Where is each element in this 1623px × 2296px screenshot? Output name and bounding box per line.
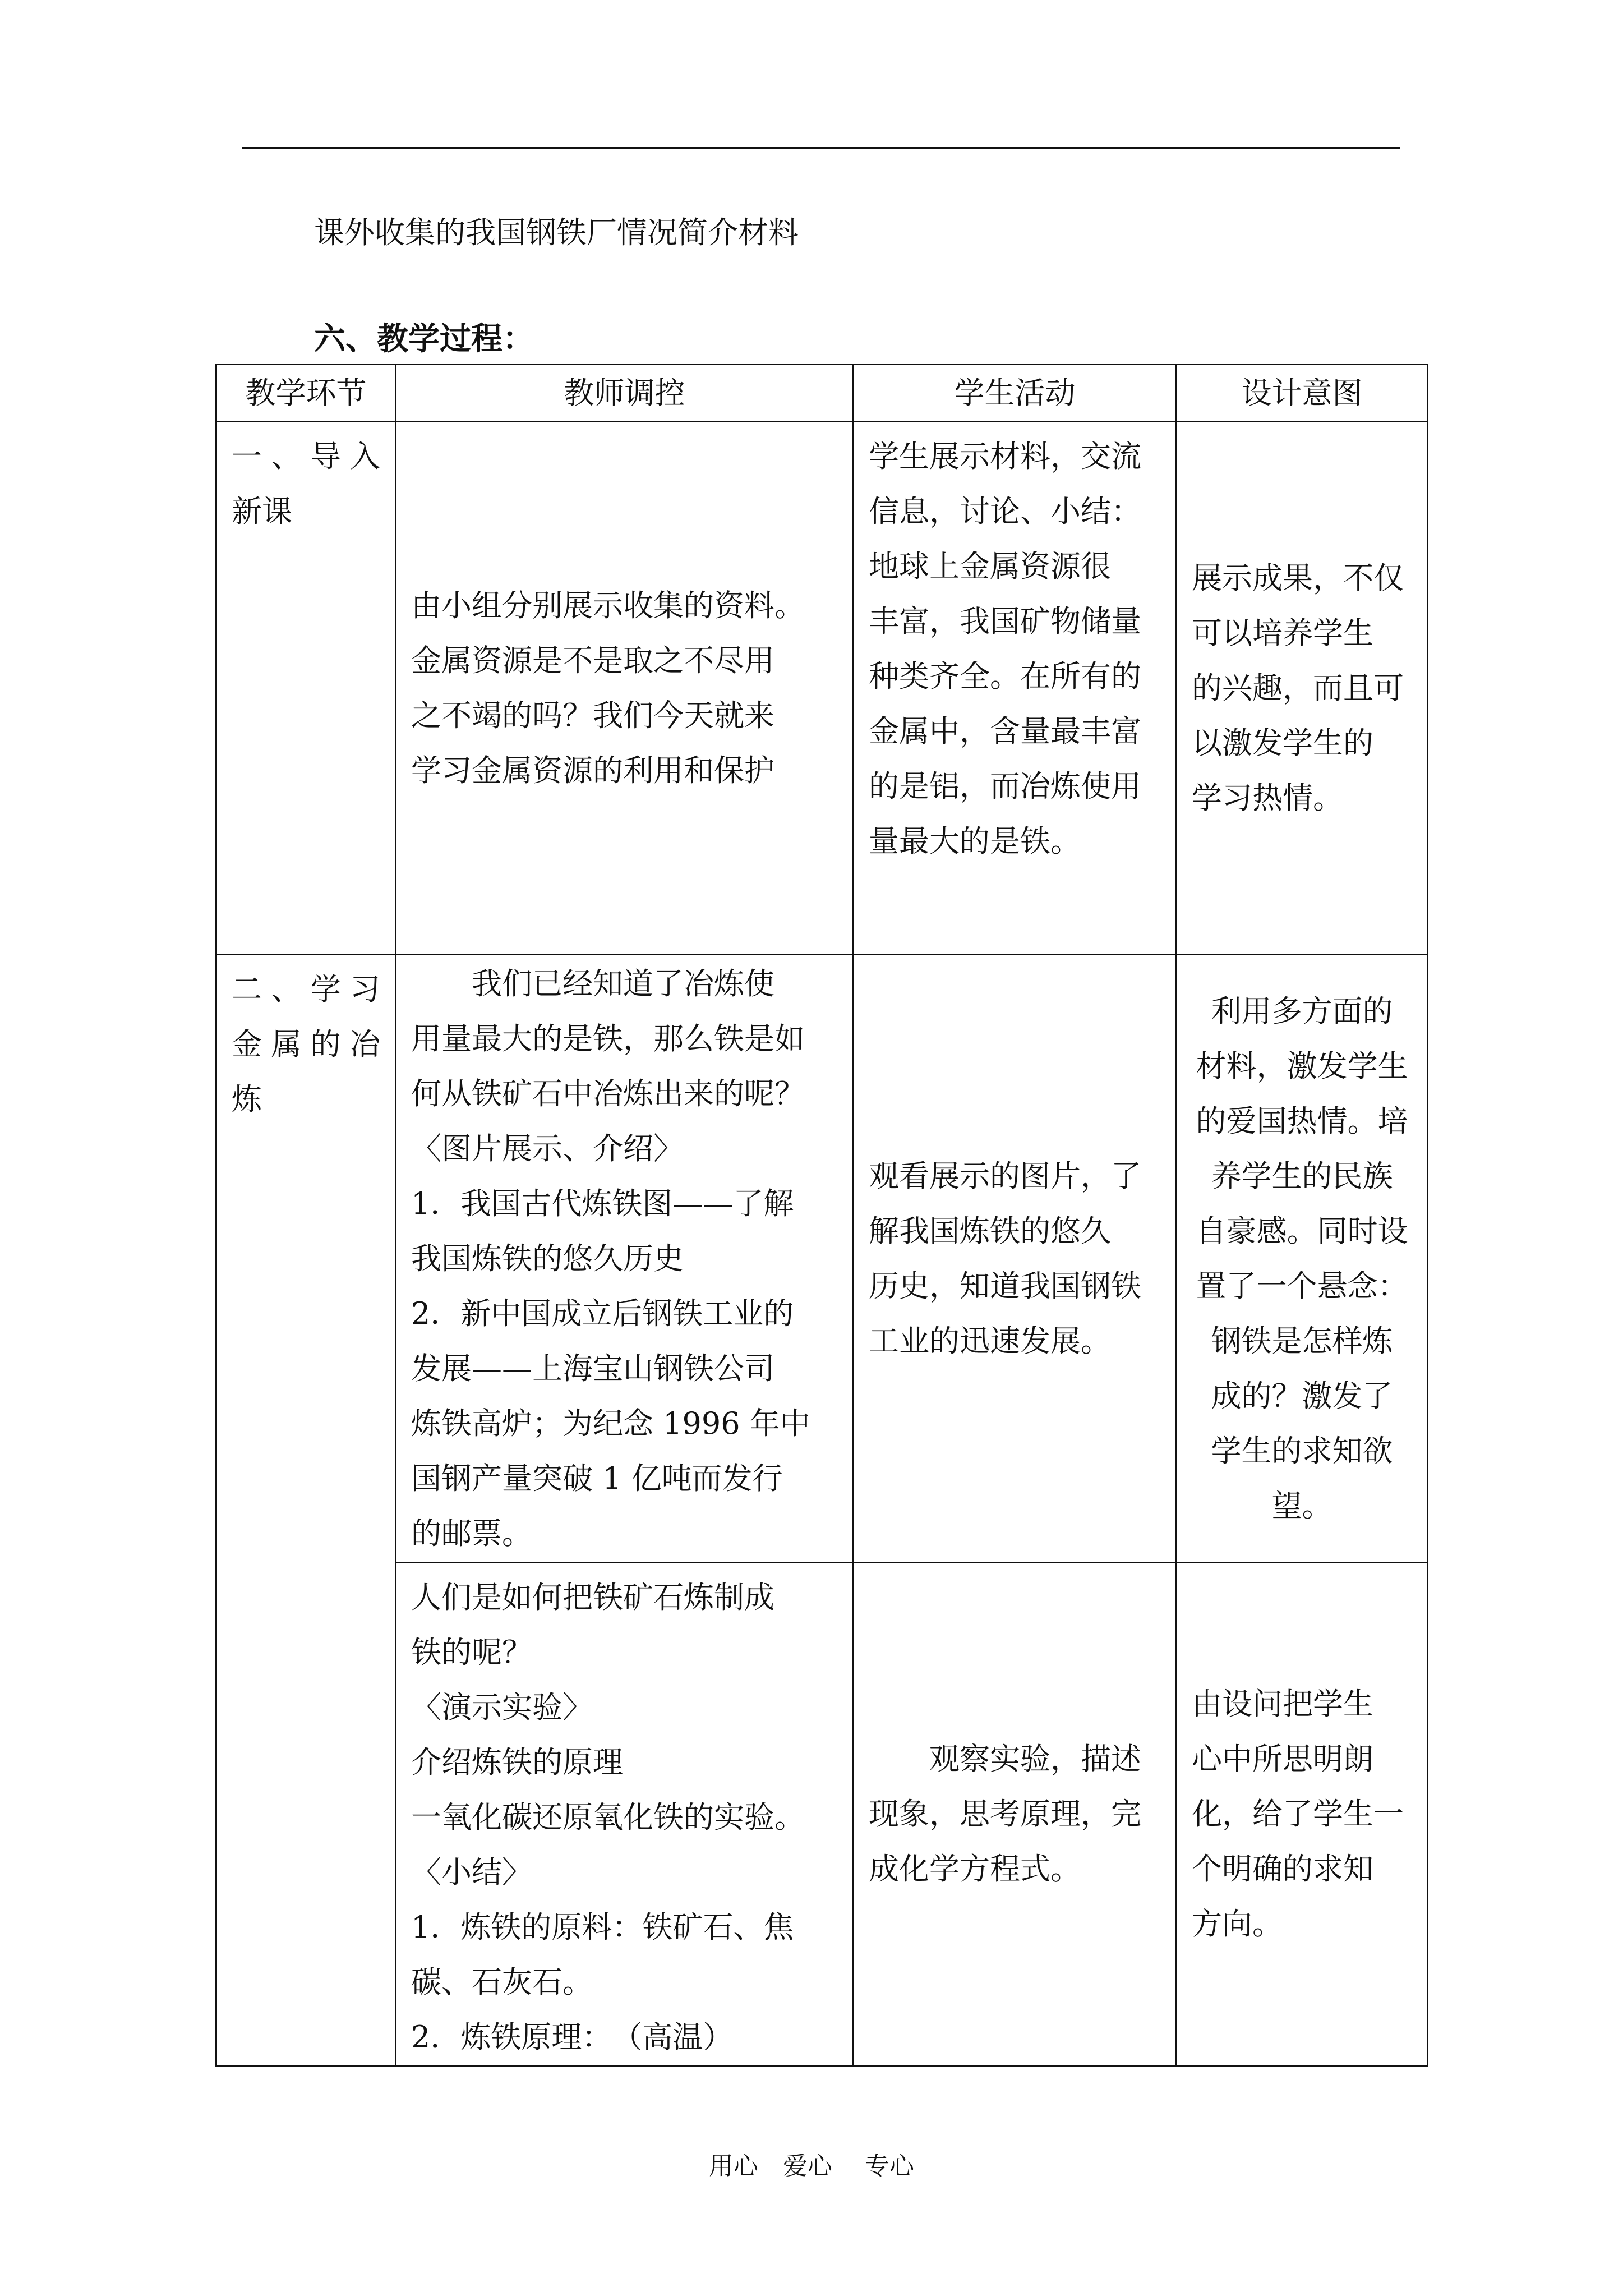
student-line: 种类齐全。在所有的 <box>869 659 1141 694</box>
teacher-line: 的邮票。 <box>411 1515 532 1551</box>
header-student: 学生活动 <box>854 365 1177 422</box>
teacher-line: 何从铁矿石中冶炼出来的呢？ <box>411 1075 805 1111</box>
teacher-line: 一氧化碳还原氧化铁的实验。 <box>411 1800 805 1835</box>
design-line: 利用多方面的 <box>1211 993 1393 1029</box>
student-cell <box>854 422 1177 955</box>
student-line: 历史，知道我国钢铁 <box>869 1268 1141 1304</box>
student-cell <box>854 955 1177 1563</box>
design-line: 学习热情。 <box>1192 780 1343 816</box>
teacher-line: 我国炼铁的悠久历史 <box>411 1240 684 1276</box>
teacher-line: 之不竭的吗？我们今天就来 <box>411 697 774 733</box>
intro-text: 课外收集的我国钢铁厂情况简介材料 <box>314 215 799 250</box>
student-line: 丰富，我国矿物储量 <box>869 604 1141 639</box>
teacher-cell <box>396 955 854 1563</box>
design-line: 材料，激发学生 <box>1196 1048 1408 1084</box>
student-line: 金属中，含量最丰富 <box>869 714 1141 749</box>
teacher-line: 〈演示实验〉 <box>411 1690 593 1725</box>
student-line: 观看展示的图片，了 <box>869 1158 1141 1194</box>
teacher-cell <box>396 422 854 955</box>
design-line: 以激发学生的 <box>1192 725 1373 761</box>
design-line: 学生的求知欲 <box>1211 1433 1393 1469</box>
teacher-line: 由小组分别展示收集的资料。 <box>411 587 805 623</box>
stage-cell <box>216 955 396 2066</box>
student-line: 工业的迅速发展。 <box>869 1323 1111 1359</box>
teacher-line: 2．炼铁原理： （高温） <box>411 2019 734 2055</box>
teacher-line: 碳、石灰石。 <box>411 1964 593 2000</box>
stage-line: 一、导入 <box>232 439 380 474</box>
student-line: 量最大的是铁。 <box>869 823 1081 859</box>
teacher-line: 2．新中国成立后钢铁工业的 <box>411 1295 794 1331</box>
design-line: 的爱国热情。培 <box>1196 1103 1408 1139</box>
design-line: 成的？激发了 <box>1211 1378 1393 1414</box>
design-cell <box>1177 1563 1428 2066</box>
header-design: 设计意图 <box>1177 365 1428 422</box>
table-row <box>216 955 1428 1563</box>
stage-line: 炼 <box>232 1082 262 1117</box>
header-teacher: 教师调控 <box>396 365 854 422</box>
header-stage: 教学环节 <box>216 365 396 422</box>
design-cell <box>1177 422 1428 955</box>
student-line: 学生展示材料，交流 <box>869 439 1141 474</box>
teacher-line: 〈图片展示、介绍〉 <box>411 1130 684 1166</box>
design-line: 展示成果，不仅 <box>1192 560 1404 596</box>
teacher-line: 炼铁高炉；为纪念 1996 年中 <box>411 1405 810 1441</box>
teacher-line: 我们已经知道了冶炼使 <box>472 965 774 1001</box>
teacher-line: 1．我国古代炼铁图——了解 <box>411 1185 794 1221</box>
table-row <box>216 1563 1428 2066</box>
design-line: 方向。 <box>1192 1906 1283 1941</box>
teacher-line: 学习金属资源的利用和保护 <box>411 752 774 788</box>
design-line: 由设问把学生 <box>1192 1686 1373 1722</box>
design-line: 可以培养学生 <box>1192 615 1373 651</box>
design-line: 的兴趣，而且可 <box>1192 670 1404 706</box>
stage-line: 新课 <box>232 494 292 529</box>
design-line: 置了一个悬念： <box>1196 1268 1408 1304</box>
student-cell <box>854 1563 1177 2066</box>
page-footer: 用心 爱心 专心 <box>709 2152 914 2180</box>
design-line: 化，给了学生一 <box>1192 1796 1404 1832</box>
stage-line: 二、学习 <box>232 972 380 1007</box>
stage-cell <box>216 422 396 955</box>
student-line: 信息，讨论、小结： <box>869 494 1141 529</box>
design-line: 自豪感。同时设 <box>1196 1213 1408 1249</box>
design-line: 钢铁是怎样炼 <box>1211 1323 1393 1359</box>
student-line: 的是铝，而冶炼使用 <box>869 769 1141 804</box>
teacher-line: 铁的呢？ <box>411 1635 532 1670</box>
teacher-line: 金属资源是不是取之不尽用 <box>411 642 774 678</box>
student-line: 成化学方程式。 <box>869 1851 1081 1887</box>
teacher-line: 国钢产量突破 1 亿吨而发行 <box>411 1460 783 1496</box>
section-title: 六、教学过程： <box>314 320 534 357</box>
teacher-line: 人们是如何把铁矿石炼制成 <box>411 1580 774 1615</box>
teacher-line: 用量最大的是铁，那么铁是如 <box>411 1020 805 1056</box>
design-cell <box>1177 955 1428 1563</box>
design-line: 养学生的民族 <box>1211 1158 1393 1194</box>
student-line: 观察实验，描述 <box>929 1741 1141 1777</box>
teacher-line: 1．炼铁的原料：铁矿石、焦 <box>411 1910 794 1945</box>
design-line: 个明确的求知 <box>1192 1851 1373 1887</box>
teaching-process-table <box>215 364 1428 2067</box>
teacher-line: 〈小结〉 <box>411 1855 532 1890</box>
student-line: 解我国炼铁的悠久 <box>869 1213 1111 1249</box>
design-line: 心中所思明朗 <box>1192 1741 1373 1777</box>
student-line: 现象，思考原理，完 <box>869 1796 1141 1832</box>
header-rule <box>242 147 1400 149</box>
student-line: 地球上金属资源很 <box>869 549 1111 584</box>
teacher-line: 发展——上海宝山钢铁公司 <box>411 1350 774 1386</box>
design-line: 望。 <box>1271 1488 1332 1524</box>
table-header-row <box>216 365 1428 422</box>
teacher-line: 介绍炼铁的原理 <box>411 1745 623 1780</box>
stage-line: 金属的冶 <box>232 1027 380 1062</box>
teacher-cell <box>396 1563 854 2066</box>
table-row <box>216 422 1428 955</box>
